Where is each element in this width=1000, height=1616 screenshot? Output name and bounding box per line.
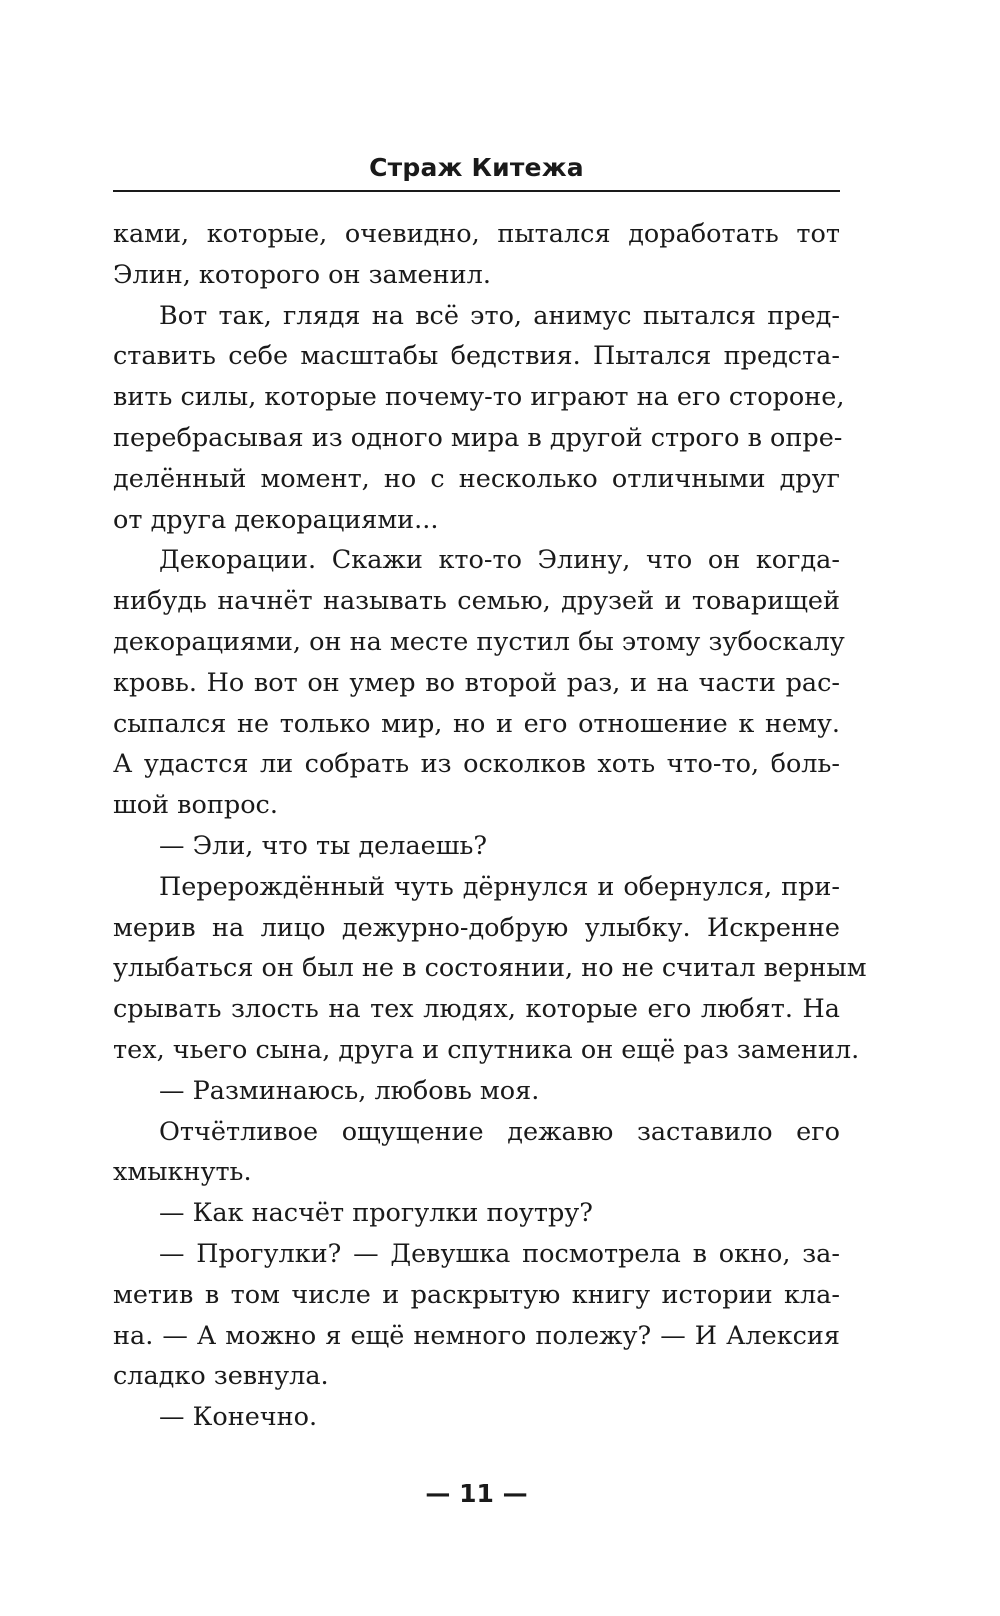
text-line: Элин, которого он заменил.: [113, 259, 491, 290]
running-head-title: Страж Китежа: [369, 153, 584, 182]
text-line: декорациями, он на месте пустил бы этому зубоскалу: [113, 626, 845, 657]
header-rule: [113, 190, 840, 192]
text-line: хмыкнуть.: [113, 1157, 252, 1188]
text-line: шой вопрос.: [113, 790, 278, 821]
text-line: сыпался не только мир, но и его отношение к нему.: [113, 708, 840, 739]
text-line: кровь. Но вот он умер во второй раз, и на части рас-: [113, 667, 840, 698]
text-line: ставить себе масштабы бедствия. Пытался предста-: [113, 341, 840, 372]
text-line: А удастся ли собрать из осколков хоть что-то, боль-: [113, 749, 840, 780]
text-line: — Как насчёт прогулки поутру?: [159, 1198, 593, 1229]
text-line: на. — А можно я ещё немного полежу? — И Алексия: [113, 1320, 840, 1351]
text-line: сладко зевнула.: [113, 1361, 329, 1392]
text-line: перебрасывая из одного мира в другой строго в опре-: [113, 422, 843, 453]
text-line: Вот так, глядя на всё это, анимус пытался пред-: [159, 300, 840, 331]
text-line: срывать злость на тех людях, которые его любят. На: [113, 994, 840, 1025]
text-line: мерив на лицо дежурно-добрую улыбку. Искренне: [113, 912, 840, 943]
text-line: нибудь начнёт называть семью, друзей и товарищей: [113, 586, 840, 617]
text-line: ками, которые, очевидно, пытался доработать тот: [113, 219, 840, 249]
text-line: — Эли, что ты делаешь?: [159, 830, 488, 861]
text-line: улыбаться он был не в состоянии, но не считал верным: [113, 953, 867, 984]
text-line: тех, чьего сына, друга и спутника он ещё раз заменил.: [113, 1034, 860, 1065]
text-line: от друга декорациями...: [113, 504, 439, 535]
page-number: — 11 —: [425, 1479, 528, 1508]
text-line: — Разминаюсь, любовь моя.: [159, 1075, 540, 1106]
text-line: вить силы, которые почему-то играют на его стороне,: [113, 382, 845, 413]
text-line: Декорации. Скажи кто-то Элину, что он когда-: [159, 545, 840, 576]
text-line: метив в том числе и раскрытую книгу истории кла-: [113, 1279, 840, 1310]
text-line: — Конечно.: [159, 1402, 318, 1433]
text-line: Отчётливое ощущение дежавю заставило его: [159, 1116, 840, 1147]
text-line: Перерождённый чуть дёрнулся и обернулся, при-: [159, 871, 840, 902]
body-text: [113, 214, 867, 1438]
text-line: делённый момент, но с несколько отличными друг: [113, 463, 840, 494]
text-line: — Прогулки? — Девушка посмотрела в окно, за-: [159, 1238, 840, 1269]
